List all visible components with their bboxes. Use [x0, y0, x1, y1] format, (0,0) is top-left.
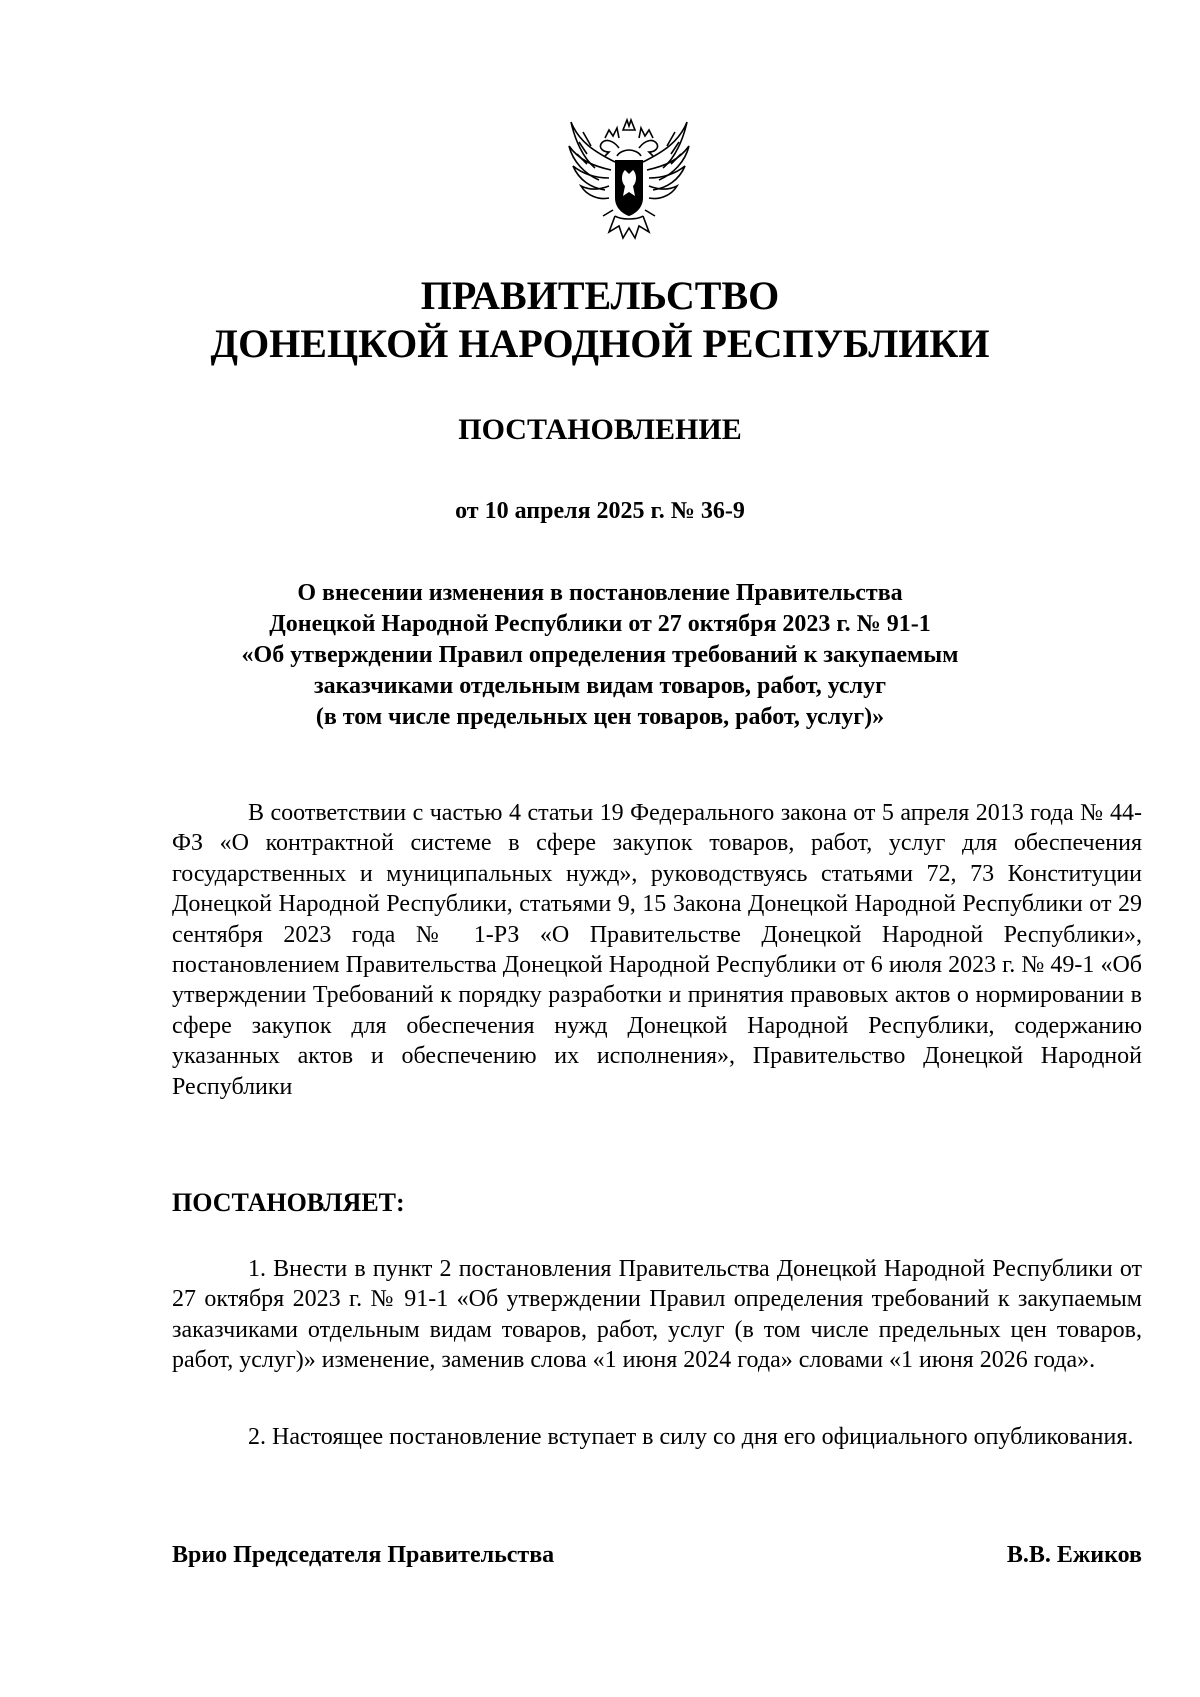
document-date-number: от 10 апреля 2025 г. № 36-9: [455, 498, 745, 524]
signatory-name: В.В. Ежиков: [1006, 1542, 1142, 1568]
resolves-heading: ПОСТАНОВЛЯЕТ:: [172, 1188, 405, 1217]
preamble-paragraph: В соответствии с частью 4 статьи 19 Федерального закона от 5 апреля 2013 года № 44-ФЗ «О контрактной системе в сфере закупок товаров, работ, услуг для обеспечения государственных и муниципальных нужд», руководствуясь статьями 72, 73 Конституции Донецкой Народной Республики, статьями 9, 15 Закона Донецкой Народной Республики от 29 сентября 2023 года № 1-РЗ «О Правительстве Донецкой Народной Республики», постановлением Правительства Донецкой Народной Республики от 6 июля 2023 г. № 49-1 «Об утверждении Требований к порядку разработки и принятия правовых актов о нормировании в сфере закупок для обеспечения нужд Донецкой Народной Республики, содержанию указанных актов и обеспечению их исполнения», Правительство Донецкой Народной Республики: [172, 800, 1142, 1100]
clause-1-paragraph: 1. Внести в пункт 2 постановления Правительства Донецкой Народной Республики от 27 октября 2023 г. № 91-1 «Об утверждении Правил определения требований к закупаемым заказчиками отдельным видам товаров, работ, услуг (в том числе предельных цен товаров, работ, услуг)» изменение, заменив слова «1 июня 2024 года» словами «1 июня 2026 года».: [172, 1256, 1142, 1374]
subject-line: (в том числе предельных цен товаров, работ, услуг)»: [315, 704, 885, 730]
government-title-line-1: ПРАВИТЕЛЬСТВО: [420, 273, 780, 318]
document-type: ПОСТАНОВЛЕНИЕ: [458, 413, 742, 446]
subject-line: заказчиками отдельным видам товаров, работ, услуг: [313, 673, 887, 699]
clause-2-paragraph: 2. Настоящее постановление вступает в силу со дня его официального опубликования.: [248, 1424, 1134, 1450]
signatory-title: Врио Председателя Правительства: [172, 1542, 555, 1568]
document-subject: [0, 578, 1200, 733]
government-title-line-2: ДОНЕЦКОЙ НАРОДНОЙ РЕСПУБЛИКИ: [210, 321, 990, 366]
subject-line: «Об утверждении Правил определения требований к закупаемым: [241, 642, 959, 668]
government-title: [0, 272, 1200, 368]
coat-of-arms-icon: [565, 112, 693, 252]
subject-line: Донецкой Народной Республики от 27 октября 2023 г. № 91-1: [269, 611, 931, 637]
subject-line: О внесении изменения в постановление Правительства: [297, 580, 903, 606]
